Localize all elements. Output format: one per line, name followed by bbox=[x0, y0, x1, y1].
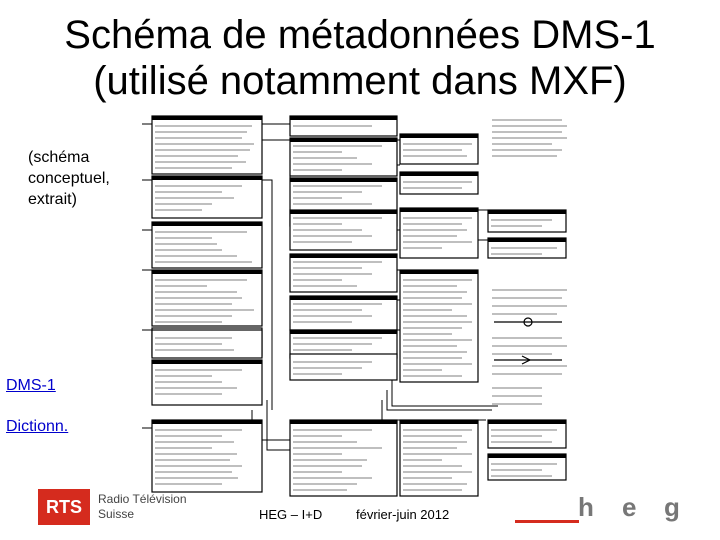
title-line-1: Schéma de métadonnées DMS-1 bbox=[64, 13, 656, 57]
dms1-schema-diagram bbox=[142, 110, 574, 498]
schema-svg bbox=[142, 110, 574, 498]
rts-logo-line-1: Radio Télévision bbox=[98, 492, 187, 506]
slide-title bbox=[0, 12, 720, 104]
heg-letter-e: e bbox=[622, 492, 637, 522]
heg-letter-h: h bbox=[578, 492, 594, 522]
schema-legend bbox=[492, 120, 567, 404]
dictionary-link[interactable]: Dictionn. bbox=[6, 418, 69, 435]
note-line-1: (schéma bbox=[28, 149, 90, 166]
rts-logo-line-2: Suisse bbox=[98, 507, 135, 521]
schema-note bbox=[28, 147, 110, 210]
dms1-link[interactable]: DMS-1 bbox=[6, 377, 56, 394]
note-line-3: extrait) bbox=[28, 191, 77, 208]
legend-symbols bbox=[494, 318, 562, 364]
heg-letter-g: g bbox=[664, 492, 680, 522]
footer-institution: HEG – I+D bbox=[259, 507, 323, 522]
rts-logo-text bbox=[98, 492, 218, 522]
note-line-2: conceptuel, bbox=[28, 170, 110, 187]
heg-logo bbox=[578, 492, 688, 520]
footer-date: février-juin 2012 bbox=[356, 507, 450, 522]
rts-logo-badge: RTS bbox=[38, 489, 90, 525]
footer-accent-line bbox=[515, 520, 579, 523]
title-line-2: (utilisé notamment dans MXF) bbox=[93, 59, 627, 103]
